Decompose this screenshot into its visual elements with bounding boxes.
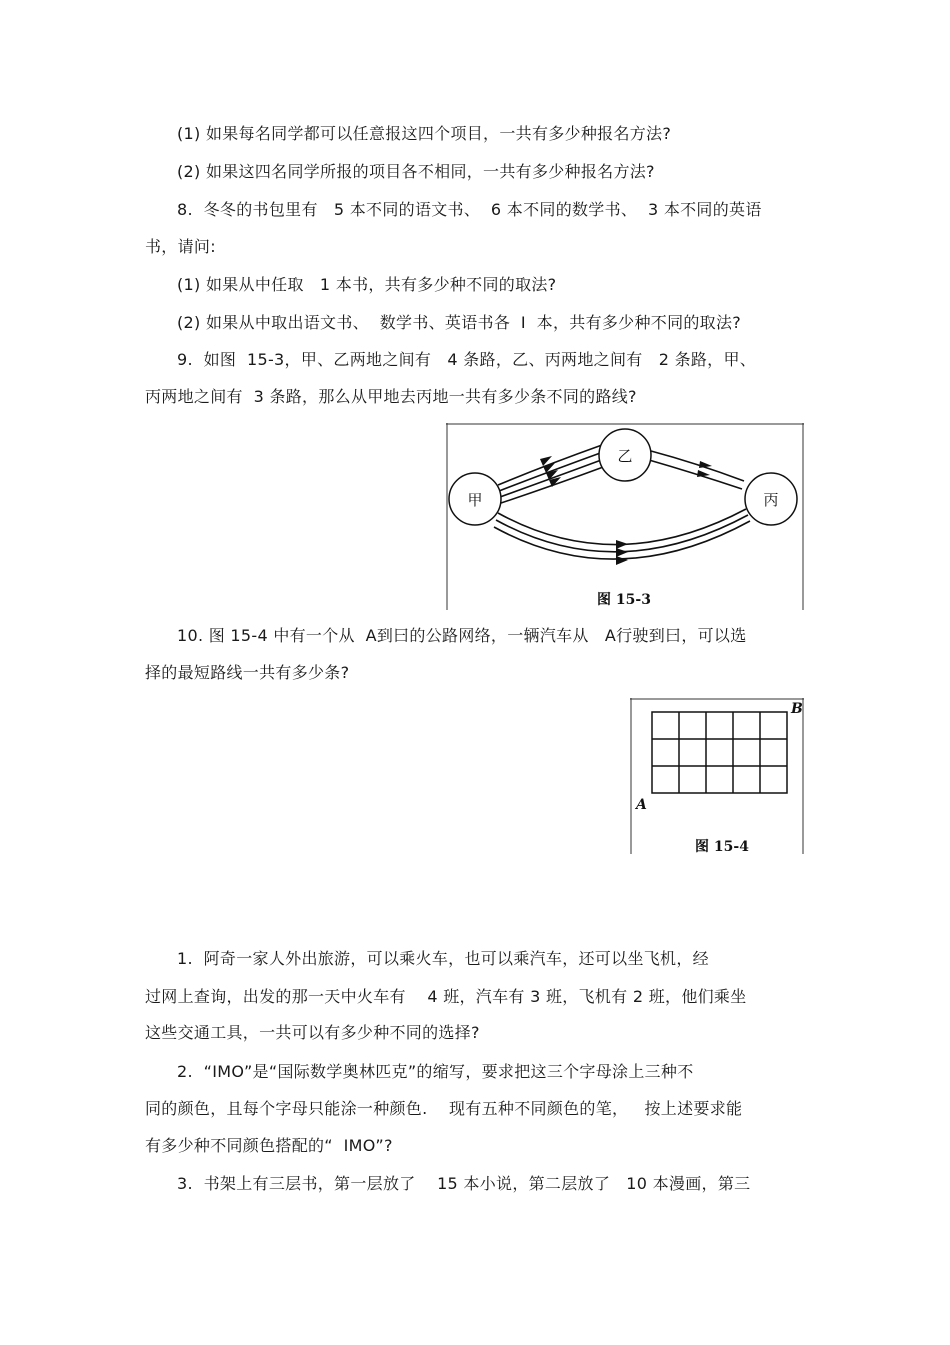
figure-15-4 xyxy=(630,698,804,854)
question-8-part-1: (1) 如果从中任取 1 本书，共有多少种不同的取法? xyxy=(177,275,557,294)
question-8-stem: 8. 冬冬的书包里有 5 本不同的语文书、 6 本不同的数学书、 3 本不同的英语 xyxy=(177,200,762,219)
node-jia xyxy=(449,473,501,525)
node-bing xyxy=(745,473,797,525)
point-a-label: A xyxy=(636,797,647,813)
exercise-3-line-1: 3. 书架上有三层书，第一层放了 15 本小说，第二层放了 10 本漫画，第三 xyxy=(177,1174,751,1193)
exercise-2-line-3: 有多少种不同颜色搭配的“ IMO”? xyxy=(145,1136,393,1155)
roads-yi-bing xyxy=(649,451,744,489)
point-b-label: B xyxy=(791,701,803,717)
exercise-2-line-1: 2. “IMO”是“国际数学奥林匹克”的缩写，要求把这三个字母涂上三种不 xyxy=(177,1062,694,1081)
question-8-stem-cont: 书，请问: xyxy=(145,237,216,256)
exercise-1-line-1: 1. 阿奇一家人外出旅游，可以乘火车，也可以乘汽车，还可以坐飞机，经 xyxy=(177,949,709,968)
question-7-part-2: (2) 如果这四名同学所报的项目各不相同，一共有多少种报名方法? xyxy=(177,162,655,181)
exercise-1-line-2: 过网上查询，出发的那一天中火车有 4 班，汽车有 3 班，飞机有 2 班，他们乘坐 xyxy=(145,987,747,1006)
node-yi-label: 乙 xyxy=(617,447,633,465)
exercise-2-line-2: 同的颜色，且每个字母只能涂一种颜色. 现有五种不同颜色的笔， 按上述要求能 xyxy=(145,1099,743,1118)
exercise-1-line-3: 这些交通工具，一共可以有多少种不同的选择? xyxy=(145,1023,480,1042)
node-jia-label: 甲 xyxy=(467,491,483,509)
question-7-part-1: (1) 如果每名同学都可以任意报这四个项目，一共有多少种报名方法? xyxy=(177,124,672,143)
question-10-stem: 10. 图 15-4 中有一个从 A到曰的公路网络，一辆汽车从 A行驶到曰，可以选 xyxy=(177,626,747,645)
node-bing-label: 丙 xyxy=(763,491,779,509)
arrows-jia-bing xyxy=(616,540,628,565)
question-9-stem: 9. 如图 15-3，甲、乙两地之间有 4 条路，乙、丙两地之间有 2 条路，甲、 xyxy=(177,350,757,369)
figure-15-3-caption: 图 15-3 xyxy=(597,592,651,608)
node-yi xyxy=(599,429,651,481)
figure-15-4-caption: 图 15-4 xyxy=(695,839,749,854)
road-grid xyxy=(652,712,787,793)
question-9-stem-cont: 丙两地之间有 3 条路，那么从甲地去丙地一共有多少条不同的路线? xyxy=(145,387,637,406)
question-10-stem-cont: 择的最短路线一共有多少条? xyxy=(145,663,350,682)
question-8-part-2: (2) 如果从中取出语文书、 数学书、英语书各 I 本，共有多少种不同的取法? xyxy=(177,313,742,332)
figure-15-3 xyxy=(446,423,804,610)
